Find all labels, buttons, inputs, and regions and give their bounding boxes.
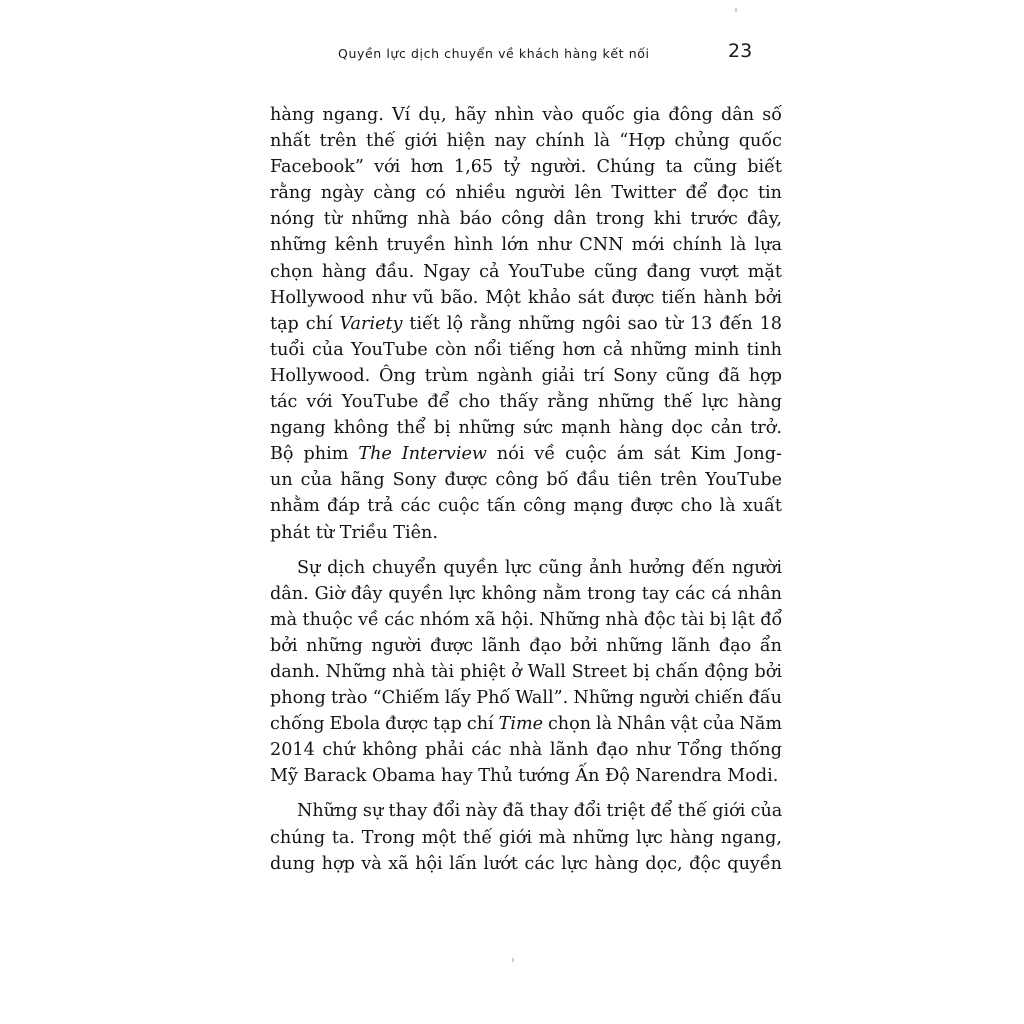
paragraph <box>270 102 782 546</box>
text-run: ngang không thể bị những sức mạnh hàng dọc cản trở. <box>270 418 782 439</box>
text-line <box>270 441 782 467</box>
italic-title: Variety <box>339 313 403 334</box>
text-run: danh. Những nhà tài phiệt ở Wall Street bị chấn động bởi <box>270 661 782 682</box>
text-line <box>270 555 782 581</box>
italic-title: The Interview <box>358 444 487 465</box>
text-line <box>270 851 782 877</box>
text-line <box>270 363 782 389</box>
text-line <box>270 798 782 824</box>
text-run: dung hợp và xã hội lấn lướt các lực hàng dọc, độc quyền <box>270 853 782 874</box>
text-line <box>270 581 782 607</box>
text-run: bởi những người được lãnh đạo bởi những lãnh đạo ẩn <box>270 635 782 656</box>
text-line <box>270 389 782 415</box>
text-line <box>270 711 782 737</box>
text-run: nóng từ những nhà báo công dân trong khi trước đây, <box>270 209 782 230</box>
text-run: Bộ phim <box>270 444 359 465</box>
text-line <box>270 415 782 441</box>
scan-speck <box>735 8 737 12</box>
text-line <box>270 128 782 154</box>
paragraph <box>270 798 782 876</box>
running-header <box>270 40 782 70</box>
text-run: Sự dịch chuyển quyền lực cũng ảnh hưởng đến người <box>297 557 782 578</box>
text-run: un của hãng Sony được công bố đầu tiên trên YouTube <box>270 470 782 491</box>
text-run: tác với YouTube để cho thấy rằng những thế lực hàng <box>270 392 782 413</box>
scan-speck <box>512 958 514 962</box>
text-line <box>270 259 782 285</box>
text-line <box>270 232 782 258</box>
text-run: 2014 chứ không phải các nhà lãnh đạo như Tổng thống <box>270 740 782 761</box>
text-line <box>270 685 782 711</box>
text-run: nhất trên thế giới hiện nay chính là “Hợp chủng quốc <box>270 131 782 152</box>
text-line <box>270 206 782 232</box>
text-line <box>270 102 782 128</box>
text-line <box>270 493 782 519</box>
text-line <box>270 337 782 363</box>
page-number: 23 <box>728 40 753 62</box>
text-run: rằng ngày càng có nhiều người lên Twitter để đọc tin <box>270 183 782 204</box>
text-run: Những sự thay đổi này đã thay đổi triệt để thế giới của <box>297 801 783 822</box>
text-line <box>270 737 782 763</box>
text-run: Facebook” với hơn 1,65 tỷ người. Chúng ta cũng biết <box>270 157 782 178</box>
italic-title: Time <box>498 714 544 735</box>
text-run: nhằm đáp trả các cuộc tấn công mạng được cho là xuất <box>270 496 782 517</box>
text-line <box>270 154 782 180</box>
text-line <box>270 467 782 493</box>
text-run: mà thuộc về các nhóm xã hội. Những nhà độc tài bị lật đổ <box>270 609 783 630</box>
text-run: tạp chí <box>270 313 340 334</box>
body-text <box>270 102 782 886</box>
text-run: phong trào “Chiếm lấy Phố Wall”. Những người chiến đấu <box>270 688 782 709</box>
text-run: chọn hàng đầu. Ngay cả YouTube cũng đang vượt mặt <box>270 261 782 282</box>
text-line <box>270 285 782 311</box>
text-run: những kênh truyền hình lớn như CNN mới chính là lựa <box>270 235 782 256</box>
text-line <box>270 180 782 206</box>
text-run: dân. Giờ đây quyền lực không nằm trong tay các cá nhân <box>270 583 782 604</box>
text-run: chống Ebola được tạp chí <box>270 714 499 735</box>
text-line <box>270 607 782 633</box>
text-run: Mỹ Barack Obama hay Thủ tướng Ấn Độ Narendra Modi. <box>270 766 779 787</box>
text-line <box>270 659 782 685</box>
text-run: tiết lộ rằng những ngôi sao từ 13 đến 18 <box>402 313 782 334</box>
text-run: nói về cuộc ám sát Kim Jong- <box>486 444 782 465</box>
text-line <box>270 763 782 789</box>
text-line <box>270 311 782 337</box>
text-line <box>270 520 782 546</box>
running-title: Quyền lực dịch chuyển về khách hàng kết nối <box>338 46 650 61</box>
text-run: chọn là Nhân vật của Năm <box>543 714 783 735</box>
text-run: phát từ Triều Tiên. <box>270 522 438 543</box>
text-run: tuổi của YouTube còn nổi tiếng hơn cả những minh tinh <box>270 339 782 360</box>
text-line <box>270 825 782 851</box>
text-run: Hollywood. Ông trùm ngành giải trí Sony cũng đã hợp <box>270 365 782 386</box>
text-run: Hollywood như vũ bão. Một khảo sát được tiến hành bởi <box>270 287 782 308</box>
paragraph <box>270 555 782 790</box>
text-run: hàng ngang. Ví dụ, hãy nhìn vào quốc gia đông dân số <box>270 105 782 125</box>
text-run: chúng ta. Trong một thế giới mà những lực hàng ngang, <box>270 827 782 848</box>
text-line <box>270 633 782 659</box>
